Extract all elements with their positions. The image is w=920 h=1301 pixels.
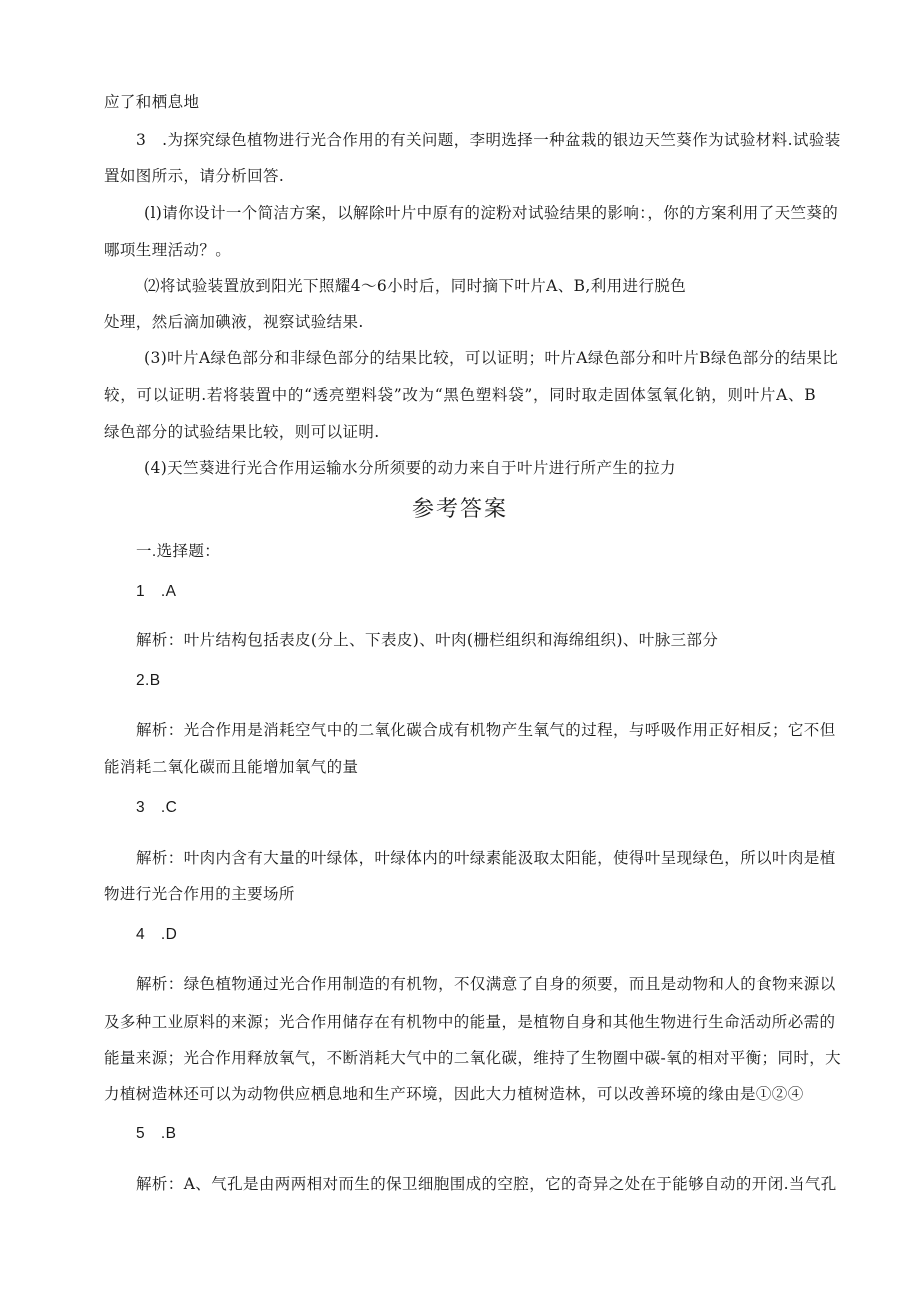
answer-number: 4 .D	[136, 926, 178, 943]
text-line: 较，可以证明.若将装置中的“透亮塑料袋”改为“黑色塑料袋”，同时取走固体氢氧化钠，则叶片A、B	[104, 386, 816, 404]
answer-number: 2.B	[136, 672, 161, 689]
answer-explanation: 解析：A、气孔是由两两相对而生的保卫细胞围成的空腔，它的奇异之处在于能够自动的开闭.当气孔	[136, 1175, 837, 1193]
answer-explanation: 能消耗二氧化碳而且能增加氧气的量	[104, 758, 359, 776]
question-3-part-4: (4)天竺葵进行光合作用运输水分所须要的动力来自于叶片进行所产生的拉力	[144, 459, 676, 477]
text-line: 处理，然后滴加碘液，视察试验结果.	[104, 313, 364, 331]
answer-explanation: 及多种工业原料的来源；光合作用储存在有机物中的能量，是植物自身和其他生物进行生命活动所必需的	[104, 1013, 836, 1031]
answer-number: 1 .A	[136, 583, 177, 600]
answer-explanation: 力植树造林还可以为动物供应栖息地和生产环境，因此大力植树造林，可以改善环境的缘由是①②④	[104, 1085, 804, 1103]
answer-explanation: 解析：光合作用是消耗空气中的二氧化碳合成有机物产生氧气的过程，与呼吸作用正好相反；它不但	[136, 721, 836, 739]
question-3-part-3: (3)叶片A绿色部分和非绿色部分的结果比较，可以证明；叶片A绿色部分和叶片B绿色部分的结果比	[144, 349, 839, 367]
answer-explanation: 物进行光合作用的主要场所	[104, 885, 295, 903]
answer-number: 5 .B	[136, 1125, 177, 1142]
text-line: 哪项生理活动？。	[104, 241, 232, 259]
answer-explanation: 解析：叶肉内含有大量的叶绿体，叶绿体内的叶绿素能汲取太阳能，使得叶呈现绿色，所以叶肉是植	[136, 849, 836, 867]
section-title: 一.选择题：	[136, 543, 221, 560]
text-line: 应了和栖息地	[104, 93, 200, 111]
text-line: 置如图所示，请分析回答.	[104, 167, 285, 185]
answer-explanation: 解析：叶片结构包括表皮(分上、下表皮)、叶肉(栅栏组织和海绵组织)、叶脉三部分	[136, 631, 719, 649]
text-line: 绿色部分的试验结果比较，则可以证明.	[104, 423, 380, 441]
question-3-line: 3 .为探究绿色植物进行光合作用的有关问题，李明选择一种盆栽的银边天竺葵作为试验材料.试验装	[136, 131, 841, 149]
answers-title: 参考答案	[411, 497, 508, 522]
answer-number: 3 .C	[136, 799, 178, 816]
answer-explanation: 解析：绿色植物通过光合作用制造的有机物，不仅满意了自身的须要，而且是动物和人的食物来源以	[136, 975, 836, 993]
question-3-part-1: (l)请你设计一个简洁方案，以解除叶片中原有的淀粉对试验结果的影响：，你的方案利用了天竺葵的	[144, 204, 839, 222]
answer-explanation: 能量来源；光合作用释放氧气，不断消耗大气中的二氧化碳，维持了生物圈中碳-氧的相对平衡；同时，大	[104, 1049, 842, 1067]
question-3-part-2: ⑵将试验装置放到阳光下照耀4～6小时后，同时摘下叶片A、B,利用进行脱色	[144, 277, 687, 295]
